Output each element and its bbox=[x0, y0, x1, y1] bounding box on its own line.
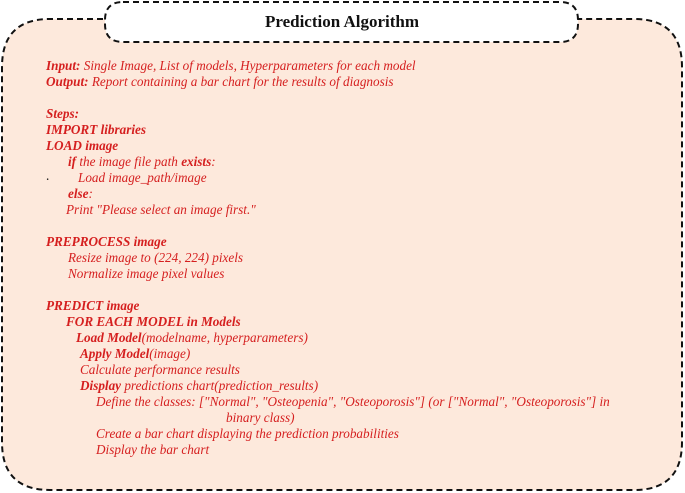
output-label: Output: bbox=[46, 74, 89, 89]
for-each-line: FOR EACH MODEL in Models bbox=[66, 314, 241, 329]
input-label: Input: bbox=[46, 58, 81, 73]
display-text: predictions chart(prediction_results) bbox=[121, 378, 319, 393]
else-line bbox=[68, 186, 93, 202]
apply-model-keyword: Apply Model bbox=[80, 346, 150, 361]
resize-line: Resize image to (224, 224) pixels bbox=[68, 250, 244, 265]
display-line bbox=[80, 378, 318, 394]
calculate-line: Calculate performance results bbox=[80, 362, 240, 377]
dot-mark: . bbox=[46, 168, 50, 183]
define-classes-line: Define the classes: ["Normal", "Osteopenia", "Osteoporosis"] (or ["Normal", "Osteoporosis"] in bbox=[96, 394, 610, 409]
display-keyword: Display bbox=[80, 378, 122, 393]
if-text: the image file path bbox=[76, 154, 182, 169]
else-keyword: else bbox=[68, 186, 89, 201]
load-model-args: (modelname, hyperparameters) bbox=[141, 330, 308, 345]
binary-class-line: binary class) bbox=[226, 410, 295, 425]
exists-keyword: exists bbox=[181, 154, 212, 169]
normalize-line: Normalize image pixel values bbox=[68, 266, 225, 281]
apply-model-line bbox=[80, 346, 190, 362]
input-text: Single Image, List of models, Hyperparameters for each model bbox=[80, 58, 416, 73]
output-line bbox=[46, 74, 394, 90]
load-model-line bbox=[76, 330, 308, 346]
predict-label: PREDICT image bbox=[46, 298, 140, 313]
preprocess-label: PREPROCESS image bbox=[46, 234, 167, 249]
if-colon: : bbox=[211, 154, 216, 169]
algorithm-title: Prediction Algorithm bbox=[264, 12, 420, 31]
load-image-label: LOAD image bbox=[46, 138, 119, 153]
print-line: Print "Please select an image first." bbox=[66, 202, 256, 217]
if-line bbox=[68, 154, 216, 170]
load-model-keyword: Load Model bbox=[76, 330, 142, 345]
input-line bbox=[46, 58, 416, 74]
display-chart-line: Display the bar chart bbox=[96, 442, 210, 457]
if-keyword: if bbox=[68, 154, 77, 169]
steps-label: Steps: bbox=[46, 106, 79, 121]
apply-model-args: (image) bbox=[149, 346, 191, 361]
else-colon: : bbox=[88, 186, 93, 201]
import-line: IMPORT libraries bbox=[46, 122, 147, 137]
output-text: Report containing a bar chart for the results of diagnosis bbox=[88, 74, 394, 89]
create-chart-line: Create a bar chart displaying the prediction probabilities bbox=[96, 426, 399, 441]
load-path-line: Load image_path/image bbox=[78, 170, 207, 185]
